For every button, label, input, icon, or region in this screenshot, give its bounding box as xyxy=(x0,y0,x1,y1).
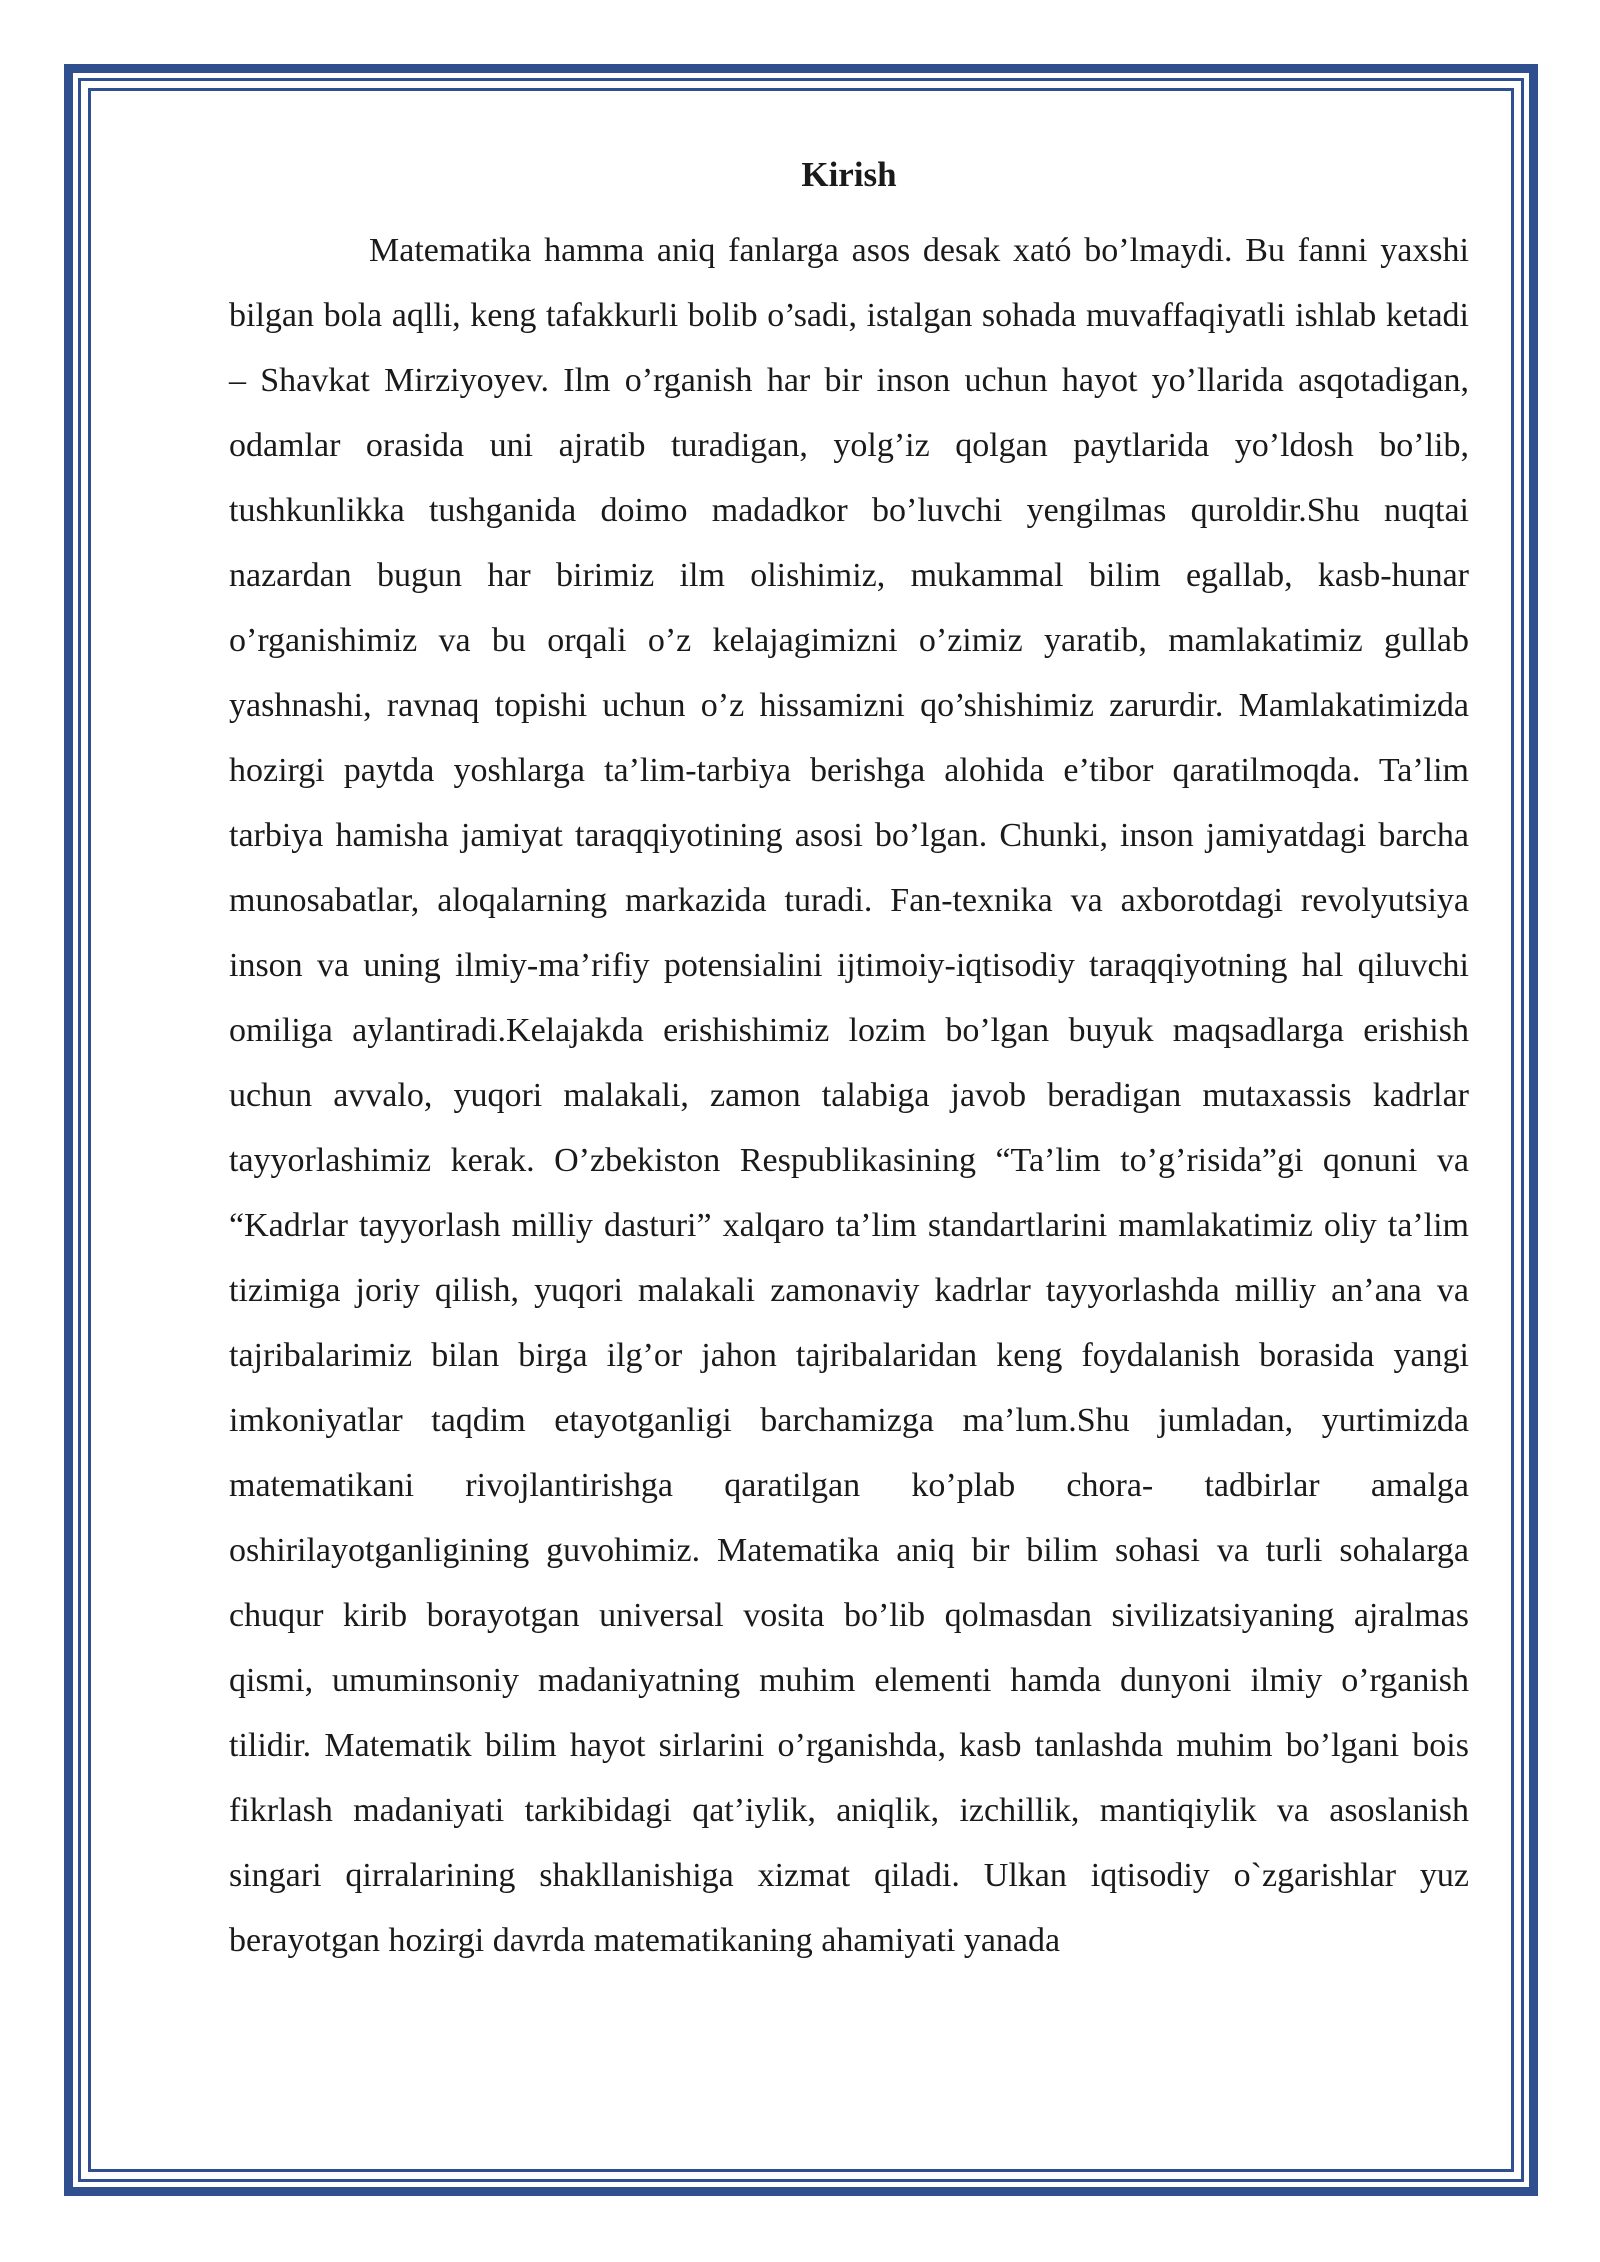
body-paragraph: Matematika hamma aniq fanlarga asos desak xató bo’lmaydi. Bu fanni yaxshi bilgan bola aqlli, keng tafakkurli bolib o’sadi, istalgan sohada muvaffaqiyatli ishlab ketadi – Shavkat Mirziyoyev. Ilm o’rganish har bir inson uchun hayot yo’llarida asqotadigan, odamlar orasida uni ajratib turadigan, yolg’iz qolgan paytlarida yo’ldosh bo’lib, tushkunlikka tushganida doimo madadkor bo’luvchi yengilmas quroldir.Shu nuqtai nazardan bugun har birimiz ilm olishimiz, mukammal bilim egallab, kasb-hunar o’rganishimiz va bu orqali o’z kelajagimizni o’zimiz yaratib, mamlakatimiz gullab yashnashi, ravnaq topishi uchun o’z hissamizni qo’shishimiz zarurdir. Mamlakatimizda hozirgi paytda yoshlarga ta’lim-tarbiya berishga alohida e’tibor qaratilmoqda. Ta’lim tarbiya hamisha jamiyat taraqqiyotining asosi bo’lgan. Chunki, inson jamiyatdagi barcha munosabatlar, aloqalarning markazida turadi. Fan-texnika va axborotdagi revolyutsiya inson va uning ilmiy-ma’rifiy potensialini ijtimoiy-iqtisodiy taraqqiyotning hal qiluvchi omiliga aylantiradi.Kelajakda erishishimiz lozim bo’lgan buyuk maqsadlarga erishish uchun avvalo, yuqori malakali, zamon talabiga javob beradigan mutaxassis kadrlar tayyorlashimiz kerak. O’zbekiston Respublikasining “Ta’lim to’g’risida”gi qonuni va “Kadrlar tayyorlash milliy dasturi” xalqaro ta’lim standartlarini mamlakatimiz oliy ta’lim tizimiga joriy qilish, yuqori malakali zamonaviy kadrlar tayyorlashda milliy an’ana va tajribalarimiz bilan birga ilg’or jahon tajribalaridan keng foydalanish borasida yangi imkoniyatlar taqdim etayotganligi barchamizga ma’lum.Shu jumladan, yurtimizda matematikani rivojlantirishga qaratilgan ko’plab chora- tadbirlar amalga oshirilayotganligining guvohimiz. Matematika aniq bir bilim sohasi va turli sohalarga chuqur kirib borayotgan universal vosita bo’lib qolmasdan sivilizatsiyaning ajralmas qismi, umuminsoniy madaniyatning muhim elementi hamda dunyoni ilmiy o’rganish tilidir. Matematik bilim hayot sirlarini o’rganishda, kasb tanlashda muhim bo’lgani bois fikrlash madaniyati tarkibidagi qat’iylik, aniqlik, izchillik, mantiqiylik va asoslanish singari qirralarining shakllanishiga xizmat qiladi. Ulkan iqtisodiy o`zgarishlar yuz berayotgan hozirgi davrda matematikaning ahamiyati yanada xyxy=(229,232,1469,1959)
document-title: Kirish xyxy=(801,155,897,194)
document-body xyxy=(229,150,1469,1973)
